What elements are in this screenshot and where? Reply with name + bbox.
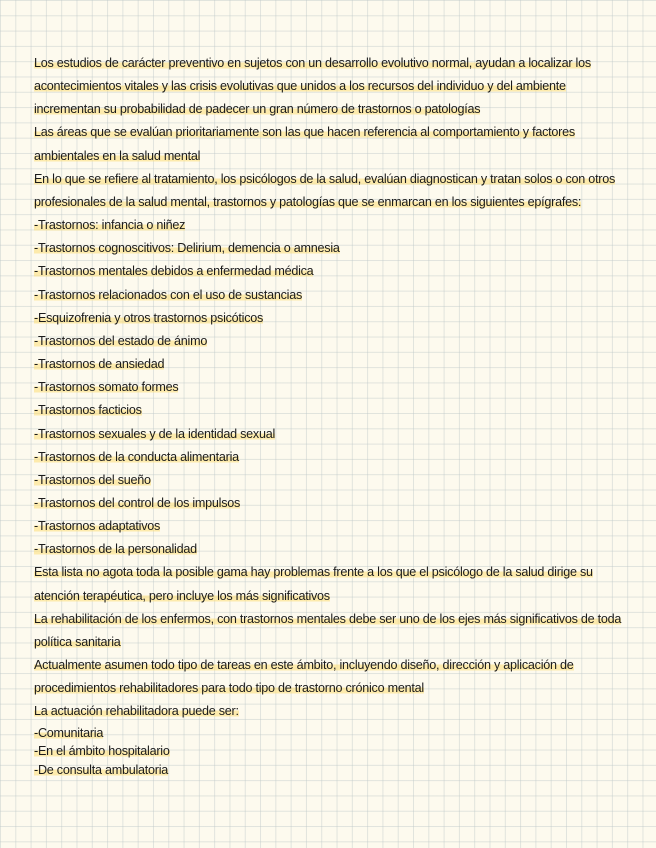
disorder-list-item: -Trastornos de ansiedad (34, 357, 165, 372)
evaluation-paragraph: Las áreas que se evalúan prioritariamente son las que hacen referencia al comportamiento y factores ambientales en la salud mental (34, 125, 575, 163)
intro-paragraph: Los estudios de carácter preventivo en sujetos con un desarrollo evolutivo normal, ayudan a localizar los acontecimientos vitales y las crisis evolutivas que unidos a los recursos del individuo y del ambiente incrementan su probabilidad de padecer un gran número de trastornos o patologías (34, 56, 591, 117)
disorder-list-item: -Trastornos somato formes (34, 380, 179, 395)
disorder-list-item: -Trastornos relacionados con el uso de sustancias (34, 287, 302, 302)
tasks-paragraph: Actualmente asumen todo tipo de tareas en este ámbito, incluyendo diseño, dirección y aplicación de procedimientos rehabilitadores para todo tipo de trastorno crónico mental (34, 658, 574, 696)
disorder-list-item: -Trastornos de la conducta alimentaria (34, 449, 239, 464)
disorder-list-item: -Trastornos: infancia o niñez (34, 218, 186, 233)
disorder-list-item: -Trastornos cognoscitivos: Delirium, demencia o amnesia (34, 241, 340, 256)
disorder-list-item: -Trastornos sexuales y de la identidad sexual (34, 426, 275, 441)
modalities-heading: La actuación rehabilitadora puede ser: (34, 704, 239, 719)
disorder-list-item: -Trastornos facticios (34, 403, 142, 418)
disorder-list-item: -Trastornos mentales debidos a enfermedad médica (34, 264, 314, 279)
modality-list-item: -Comunitaria (34, 725, 104, 740)
disorder-list-item: -Trastornos de la personalidad (34, 542, 197, 557)
disorder-list-item: -Trastornos del control de los impulsos (34, 495, 241, 510)
modality-list-item: -En el ámbito hospitalario (34, 744, 170, 759)
rehabilitation-paragraph: La rehabilitación de los enfermos, con trastornos mentales debe ser uno de los ejes más significativos de toda política sanitaria (34, 611, 622, 649)
modality-list-item: -De consulta ambulatoria (34, 762, 169, 777)
disorder-list-item: -Trastornos del sueño (34, 472, 151, 487)
disorder-list-item: -Trastornos del estado de ánimo (34, 333, 208, 348)
treatment-paragraph: En lo que se refiere al tratamiento, los psicólogos de la salud, evalúan diagnostican y tratan solos o con otros profesionales de la salud mental, trastornos y patologías que se enmarcan en los siguientes epígrafes: (34, 171, 616, 209)
list-scope-paragraph: Esta lista no agota toda la posible gama hay problemas frente a los que el psicólogo de la salud dirige su atención terapéutica, pero incluye los más significativos (34, 565, 593, 603)
disorder-list-item: -Esquizofrenia y otros trastornos psicóticos (34, 310, 264, 325)
disorder-list-item: -Trastornos adaptativos (34, 519, 161, 534)
note-page (34, 52, 626, 779)
